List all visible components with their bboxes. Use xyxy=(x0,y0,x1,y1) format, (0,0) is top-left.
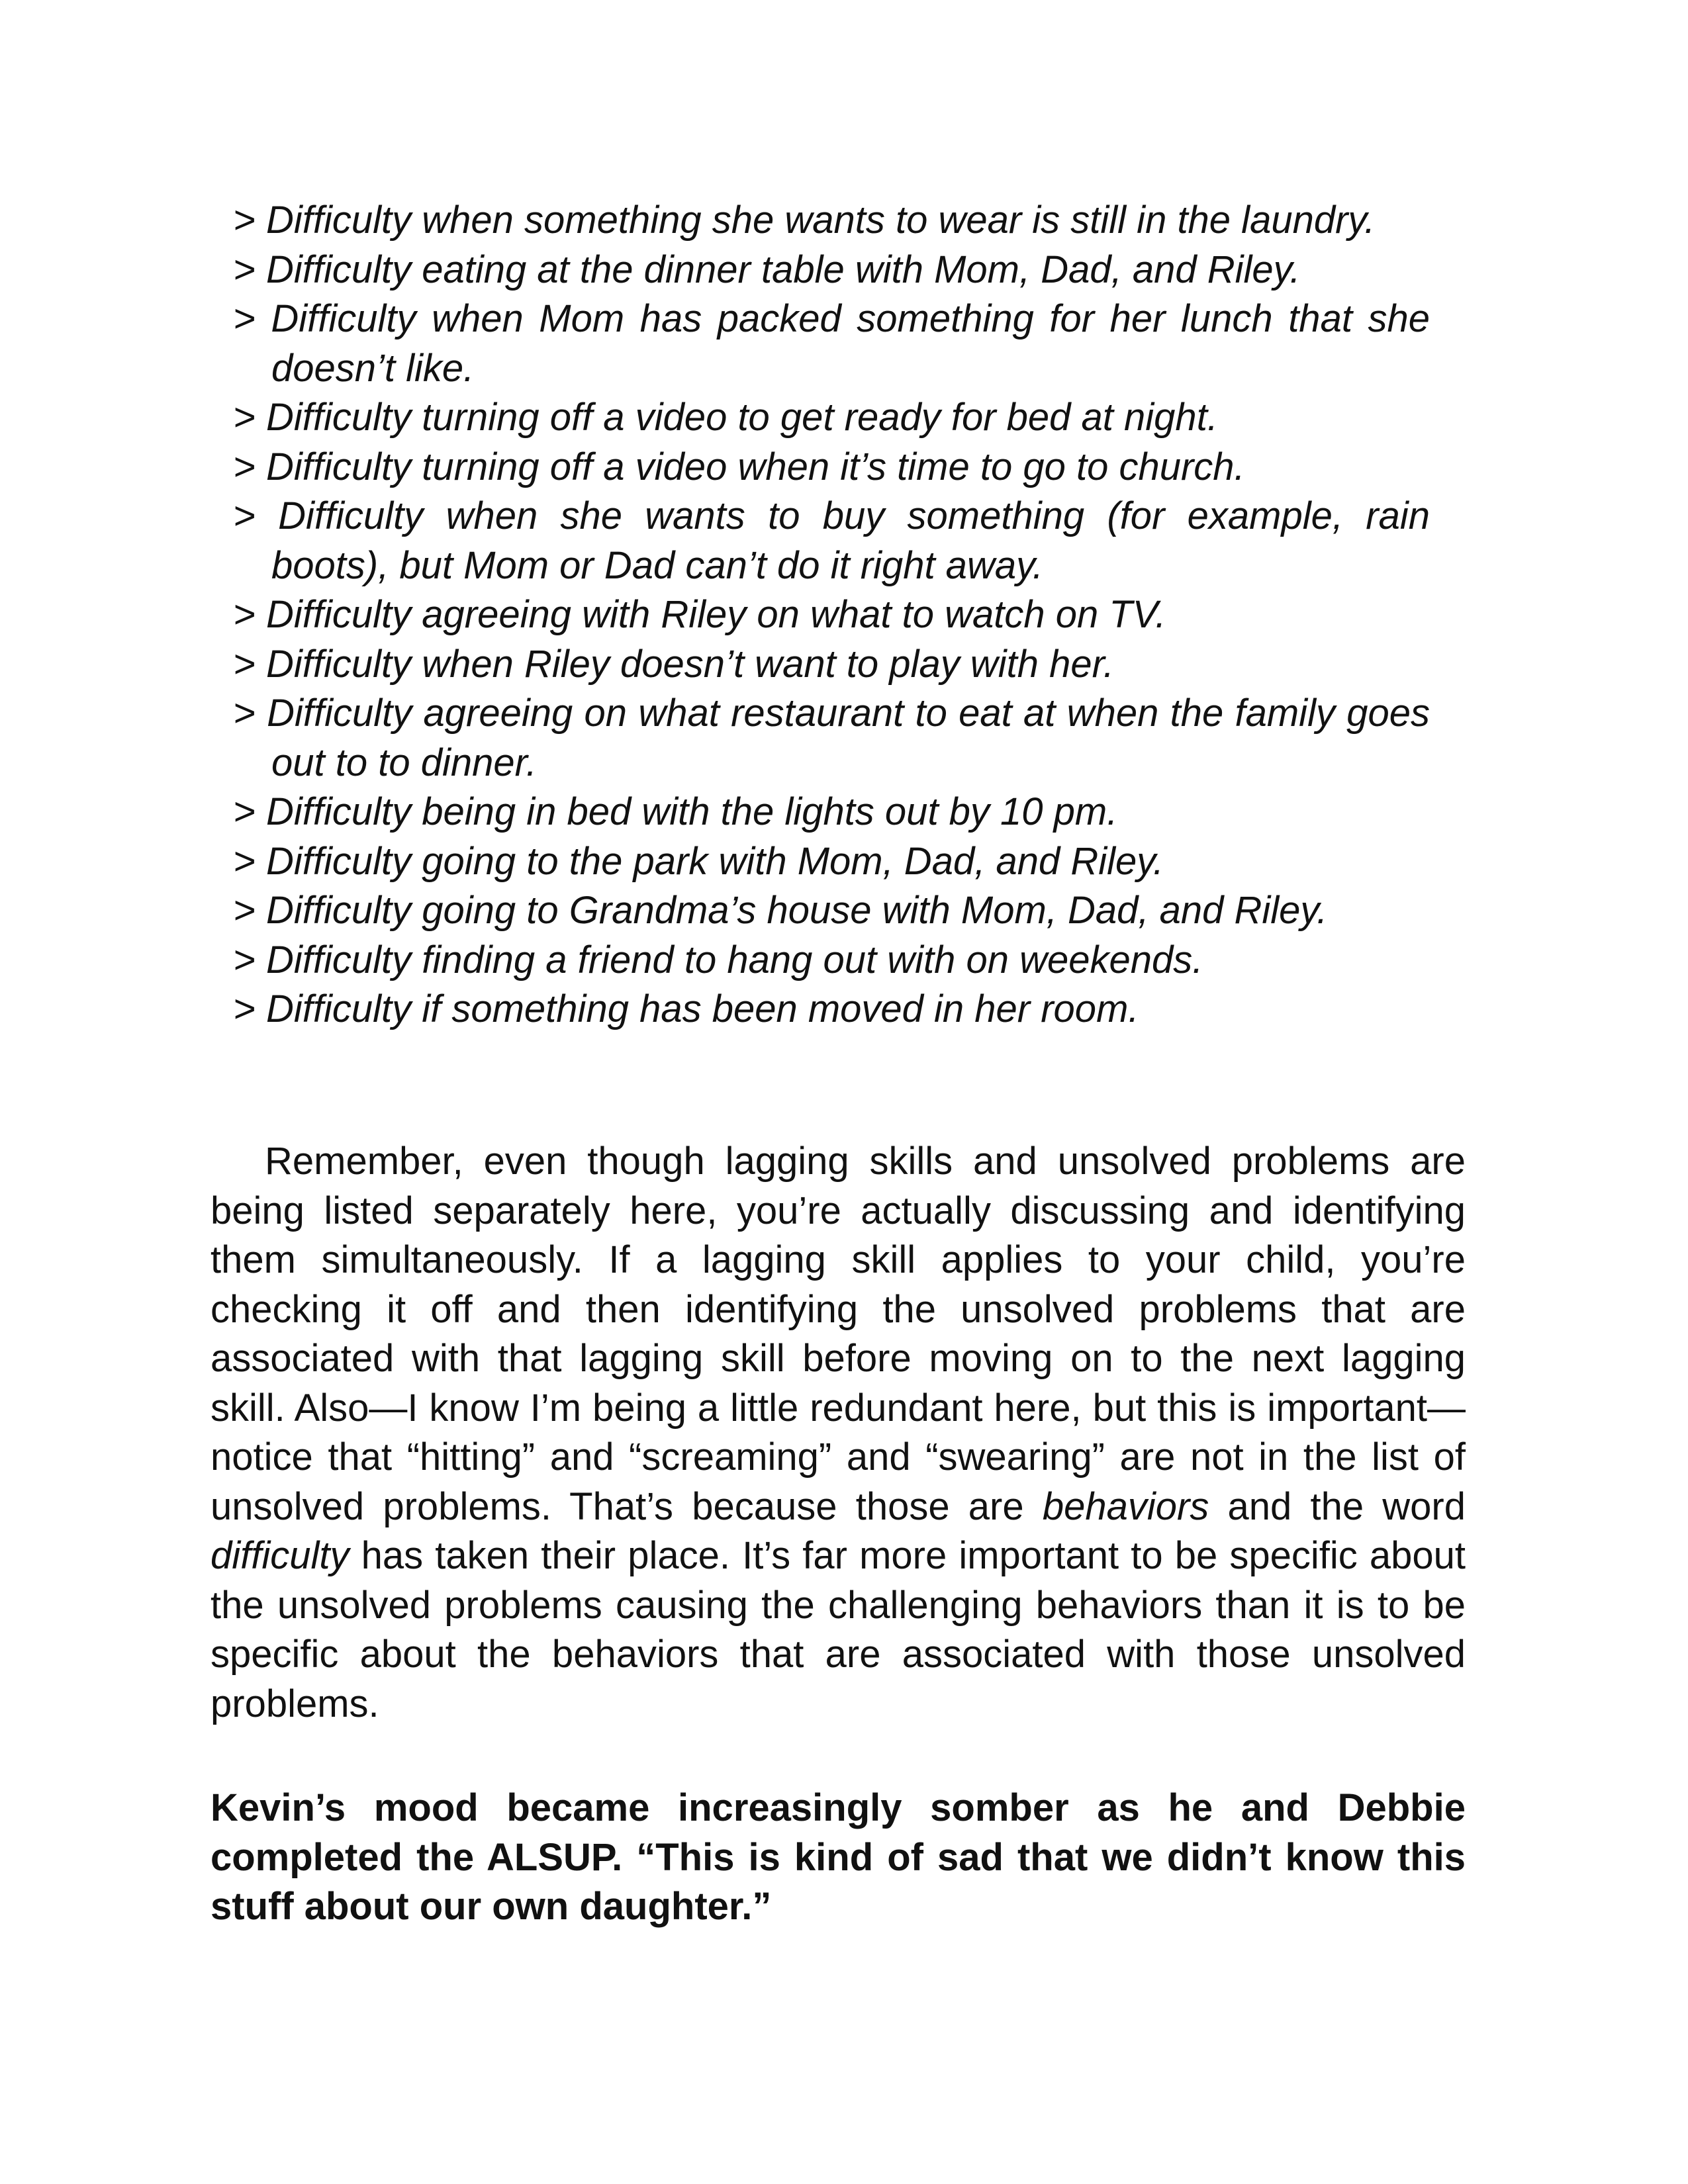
emphasis-behaviors: behaviors xyxy=(1042,1484,1209,1528)
list-item: > Difficulty when Mom has packed something for her lunch that she doesn’t like. xyxy=(233,297,1430,390)
body-paragraph xyxy=(211,1137,1466,1729)
list-item: > Difficulty agreeing on what restaurant to eat at when the family goes out to to dinner. xyxy=(233,692,1430,784)
body-text: and the word xyxy=(1209,1484,1466,1528)
body-text: Remember, even though lagging skills and unsolved problems are being listed separately here, you’re actually discussing and identifying them simultaneously. If a lagging skill applies to your child, you’re checking it off and then identifying the unsolved problems that are associated with that lagging skill before moving on to the next lagging skill. Also—I know I’m being a little redundant here, but this is important—notice that “hitting” and “screaming” and “swearing” are not in the list of unsolved problems. That’s because those are xyxy=(211,1140,1466,1528)
list-item: > Difficulty going to Grandma’s house with Mom, Dad, and Riley. xyxy=(233,889,1328,932)
emphasis-difficulty: difficulty xyxy=(211,1534,350,1577)
list-item: > Difficulty finding a friend to hang out with on weekends. xyxy=(233,938,1203,981)
list-item: > Difficulty going to the park with Mom, Dad, and Riley. xyxy=(233,839,1164,883)
list-item: > Difficulty turning off a video to get ready for bed at night. xyxy=(233,396,1218,439)
list-item: > Difficulty when Riley doesn’t want to play with her. xyxy=(233,642,1114,686)
list-item: > Difficulty if something has been moved in her room. xyxy=(233,987,1139,1030)
list-item: > Difficulty when she wants to buy something (for example, rain boots), but Mom or Dad can’t do it right away. xyxy=(233,494,1430,587)
list-item: > Difficulty when something she wants to wear is still in the laundry. xyxy=(233,199,1376,242)
list-item: > Difficulty agreeing with Riley on what to watch on TV. xyxy=(233,593,1166,636)
unsolved-problems-list xyxy=(233,196,1430,1034)
bold-narrative-paragraph: Kevin’s mood became increasingly somber as he and Debbie completed the ALSUP. “This is kind of sad that we didn’t know this stuff about our own daughter.” xyxy=(211,1786,1466,1928)
list-item: > Difficulty being in bed with the lights out by 10 pm. xyxy=(233,790,1118,833)
list-item: > Difficulty turning off a video when it’s time to go to church. xyxy=(233,445,1245,488)
body-text: has taken their place. It’s far more important to be specific about the unsolved problems causing the challenging behaviors than it is to be specific about the behaviors that are associated with those unsolved problems. xyxy=(211,1534,1466,1725)
list-item: > Difficulty eating at the dinner table with Mom, Dad, and Riley. xyxy=(233,248,1301,291)
